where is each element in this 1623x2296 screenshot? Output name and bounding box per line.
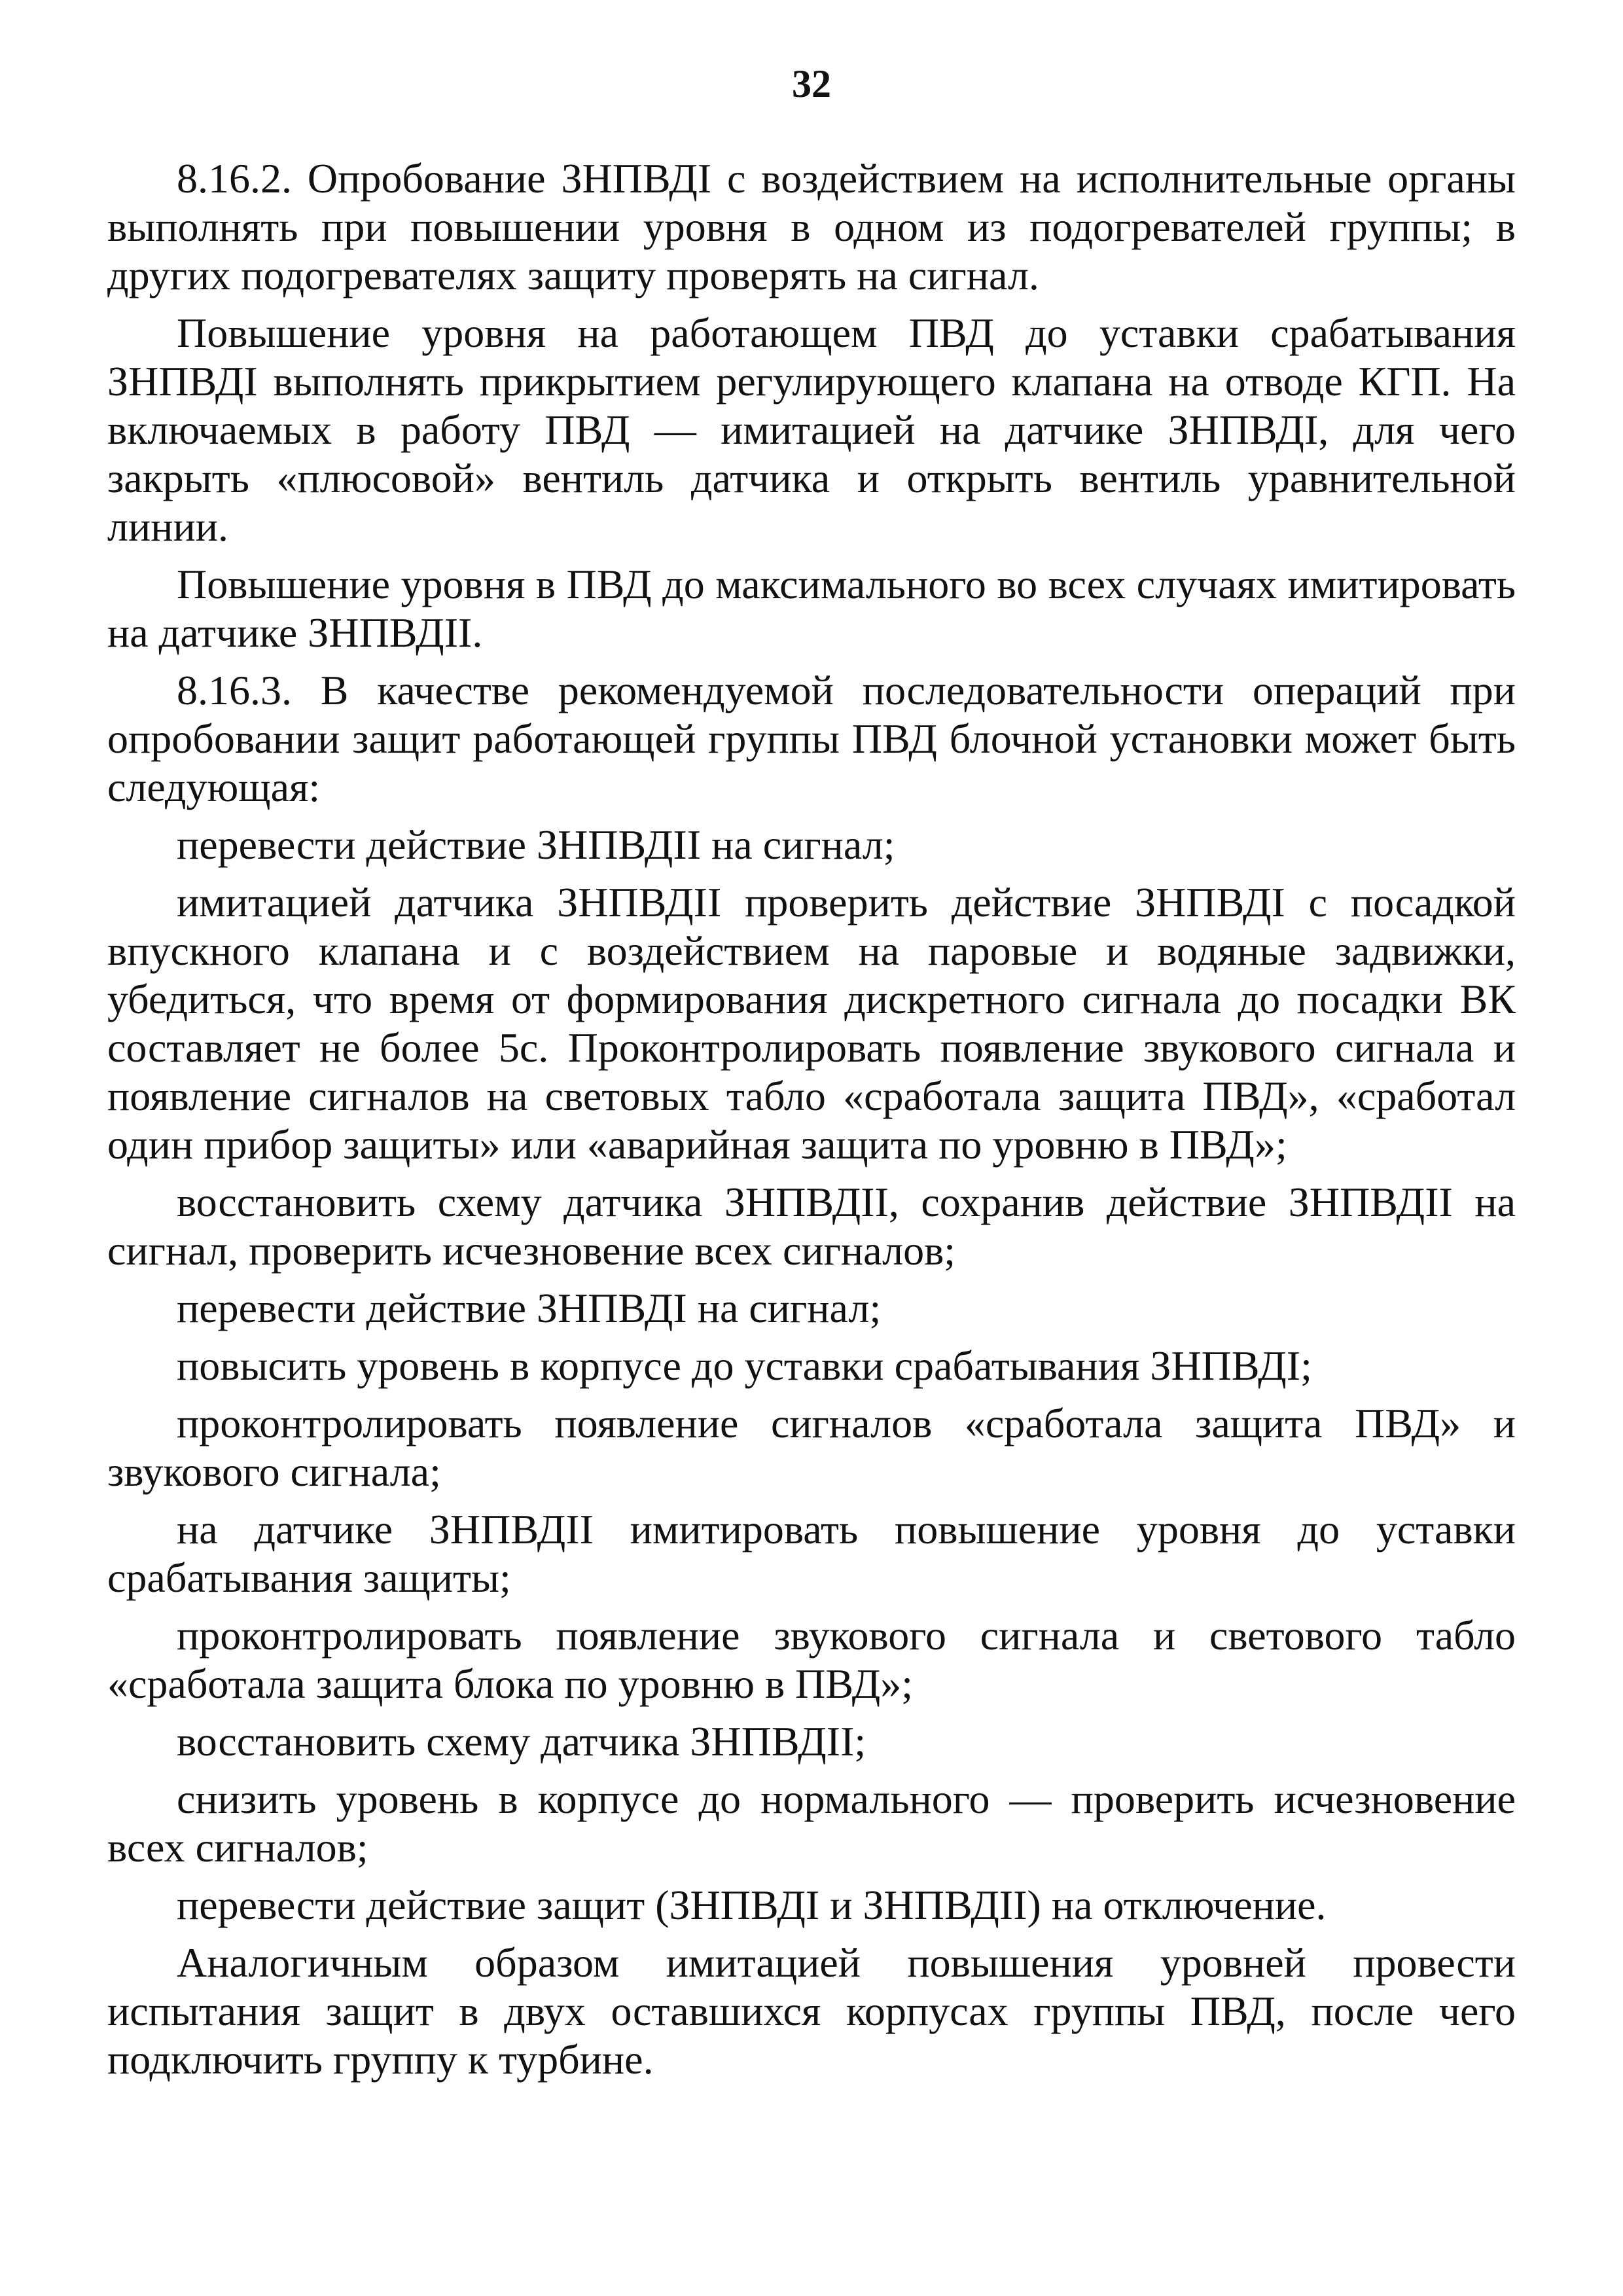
list-item: проконтролировать появление сигналов «сработала защита ПВД» и звукового сигнала; bbox=[107, 1400, 1516, 1495]
list-item: на датчике ЗНПВДII имитировать повышение уровня до уставки срабатывания защиты; bbox=[107, 1506, 1516, 1601]
list-item: снизить уровень в корпусе до нормального — проверить исчезновение всех сигналов; bbox=[107, 1776, 1516, 1871]
list-item: повысить уровень в корпусе до уставки срабатывания ЗНПВДI; bbox=[177, 1342, 1312, 1389]
paragraph-level-raise: Повышение уровня на работающем ПВД до уставки срабатывания ЗНПВДI выполнять прикрытием регулирующего клапана на отводе КГП. На включаемых в работу ПВД — имитацией на датчике ЗНПВДI, для чего закрыть «плюсовой» вентиль датчика и открыть вентиль уравнительной линии. bbox=[107, 310, 1516, 550]
document-body bbox=[107, 154, 1516, 2084]
paragraph-max-level: Повышение уровня в ПВД до максимального во всех случаях имитировать на датчике ЗНПВДII. bbox=[107, 561, 1516, 656]
list-item: перевести действие ЗНПВДI на сигнал; bbox=[177, 1285, 882, 1331]
list-item: перевести действие защит (ЗНПВДI и ЗНПВДII) на отключение. bbox=[177, 1882, 1327, 1928]
page-number: 32 bbox=[792, 62, 831, 105]
paragraph-8-16-2: 8.16.2. Опробование ЗНПВДI с воздействием на исполнительные органы выполнять при повышении уровня в одном из подогревателей группы; в других подогревателях защиту проверять на сигнал. bbox=[107, 155, 1516, 298]
list-item: имитацией датчика ЗНПВДII проверить действие ЗНПВДI с посадкой впускного клапана и с воздействием на паровые и водяные задвижки, убедиться, что время от формирования дискретного сигнала до посадки ВК составляет не более 5с. Проконтролировать появление звукового сигнала и появление сигналов на световых табло «сработала защита ПВД», «сработал один прибор защиты» или «аварийная защита по уровню в ПВД»; bbox=[107, 879, 1516, 1168]
paragraph-8-16-3: 8.16.3. В качестве рекомендуемой последовательности операций при опробовании защит работающей группы ПВД блочной установки может быть следующая: bbox=[107, 667, 1516, 810]
list-item: восстановить схему датчика ЗНПВДII, сохранив действие ЗНПВДII на сигнал, проверить исчезновение всех сигналов; bbox=[107, 1179, 1516, 1274]
list-item: восстановить схему датчика ЗНПВДII; bbox=[177, 1718, 866, 1765]
list-item: проконтролировать появление звукового сигнала и светового табло «сработала защита блока по уровню в ПВД»; bbox=[107, 1612, 1516, 1707]
list-item: перевести действие ЗНПВДII на сигнал; bbox=[177, 821, 895, 868]
paragraph-conclusion: Аналогичным образом имитацией повышения уровней провести испытания защит в двух оставшихся корпусах группы ПВД, после чего подключить группу к турбине. bbox=[107, 1939, 1516, 2083]
